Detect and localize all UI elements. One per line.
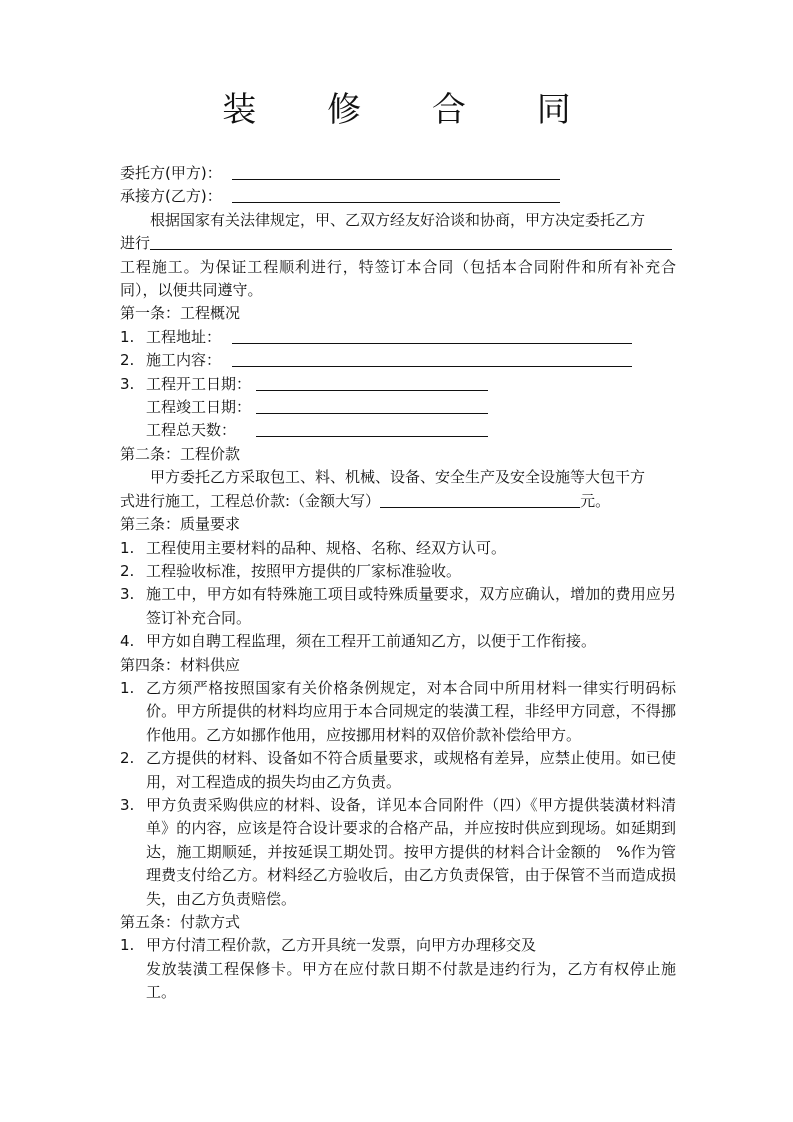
- item-number: 4.: [120, 632, 135, 651]
- client-line: [120, 162, 676, 185]
- art3-item-1: [120, 537, 676, 560]
- art2-line-1: 甲方委托乙方采取包工、料、机械、设备、安全生产及安全设施等大包干方: [150, 468, 646, 487]
- art3-item-4: [120, 630, 676, 653]
- item-number: 1.: [120, 936, 135, 955]
- article-2-heading: 第二条：工程价款: [120, 444, 241, 463]
- article-1-heading: 第一条：工程概况: [120, 304, 241, 323]
- client-blank: [232, 163, 560, 180]
- item-number: 2.: [120, 749, 135, 768]
- total-days-blank: [256, 420, 488, 437]
- project-blank: [150, 233, 672, 250]
- art4-item-2: [120, 747, 676, 794]
- price-label: 式进行施工，工程总价款:（金额大写）: [120, 491, 381, 510]
- item-number: 1.: [120, 327, 135, 346]
- art1-item-3: [120, 373, 676, 396]
- preamble-line-2: [120, 232, 676, 255]
- client-label: 委托方(甲方)：: [120, 164, 222, 182]
- preamble-jinxing: 进行: [120, 234, 151, 253]
- item-text: 工程使用主要材料的品种、规格、名称、经双方认可。: [146, 538, 507, 557]
- art4-item-1: [120, 677, 676, 747]
- preamble-paragraph: 工程施工。为保证工程顺利进行，特签订本合同（包括本合同附件和所有补充合同），以便共同遵守。: [120, 257, 676, 300]
- contractor-label: 承接方(乙方)：: [120, 187, 222, 206]
- item-number: 3.: [120, 795, 135, 814]
- item-text: 甲方负责采购供应的材料、设备，详见本合同附件（四）《甲方提供装潢材料清单》的内容，应该是符合设计要求的合格产品，并应按时供应到现场。如延期到达，施工期顺延，并按延误工期处罚。按甲方提供的材料合计金额的 %作为管理费支付给乙方。材料经乙方验收后，由乙方负责保管，由于保管不当而造成损失，由乙方负责赔偿。: [146, 795, 676, 908]
- art1-item-2: [120, 349, 676, 372]
- item-text: 乙方须严格按照国家有关价格条例规定，对本合同中所用材料一律实行明码标价。甲方所提供的材料均应用于本合同规定的装潢工程，非经甲方同意，不得挪作他用。乙方如挪作他用，应按挪用材料的双倍价款补偿给甲方。: [146, 678, 676, 744]
- price-unit: 元。: [580, 491, 611, 510]
- total-days-label: 工程总天数：: [146, 421, 237, 440]
- item-number: 1.: [120, 678, 135, 697]
- contract-body: [120, 162, 676, 1005]
- article-5-heading: 第五条：付款方式: [120, 913, 241, 931]
- price-blank: [380, 491, 580, 508]
- end-date-blank: [256, 397, 488, 414]
- contractor-blank: [232, 186, 560, 203]
- content-blank: [232, 350, 632, 367]
- item-text: 甲方如自聘工程监理，须在工程开工前通知乙方，以便于工作衔接。: [146, 632, 597, 651]
- item-text: 乙方提供的材料、设备如不符合质量要求，或规格有差异，应禁止使用。如已使用，对工程造成的损失均由乙方负责。: [146, 749, 676, 791]
- address-blank: [232, 327, 632, 344]
- art3-item-3: [120, 583, 676, 630]
- item-number: 3.: [120, 585, 135, 604]
- start-date-label: 工程开工日期：: [146, 374, 252, 393]
- item-text: 工程验收标准，按照甲方提供的厂家标准验收。: [146, 561, 462, 580]
- art3-item-2: [120, 560, 676, 583]
- item-number: 1.: [120, 538, 135, 557]
- art2-line-2: [120, 490, 676, 513]
- art4-item-3: [120, 794, 676, 911]
- article-3-heading: 第三条：质量要求: [120, 515, 241, 534]
- article-4-heading: 第四条：材料供应: [120, 655, 241, 674]
- address-label: 工程地址：: [146, 327, 222, 346]
- contractor-line: [120, 185, 676, 208]
- art5-item-1: [120, 934, 676, 1004]
- total-days-line: [120, 419, 676, 442]
- item-number: 2.: [120, 561, 135, 580]
- item-text: 施工中，甲方如有特殊施工项目或特殊质量要求，双方应确认，增加的费用应另签订补充合同。: [146, 585, 676, 627]
- item-text-line-1: 甲方付清工程价款，乙方开具统一发票，向甲方办理移交及: [146, 936, 537, 955]
- preamble-line-1: 根据国家有关法律规定，甲、乙双方经友好洽谈和协商，甲方决定委托乙方: [150, 210, 646, 229]
- item-text-rest: 发放装潢工程保修卡。甲方在应付款日期不付款是违约行为，乙方有权停止施工。: [146, 959, 676, 1002]
- start-date-blank: [256, 374, 488, 391]
- content-label: 施工内容：: [146, 351, 222, 370]
- end-date-label: 工程竣工日期：: [146, 398, 252, 417]
- end-date-line: [120, 396, 676, 419]
- item-number: 2.: [120, 351, 135, 370]
- item-number: 3.: [120, 374, 135, 393]
- document-title: 装 修 合 同: [222, 90, 601, 130]
- art1-item-1: [120, 326, 676, 349]
